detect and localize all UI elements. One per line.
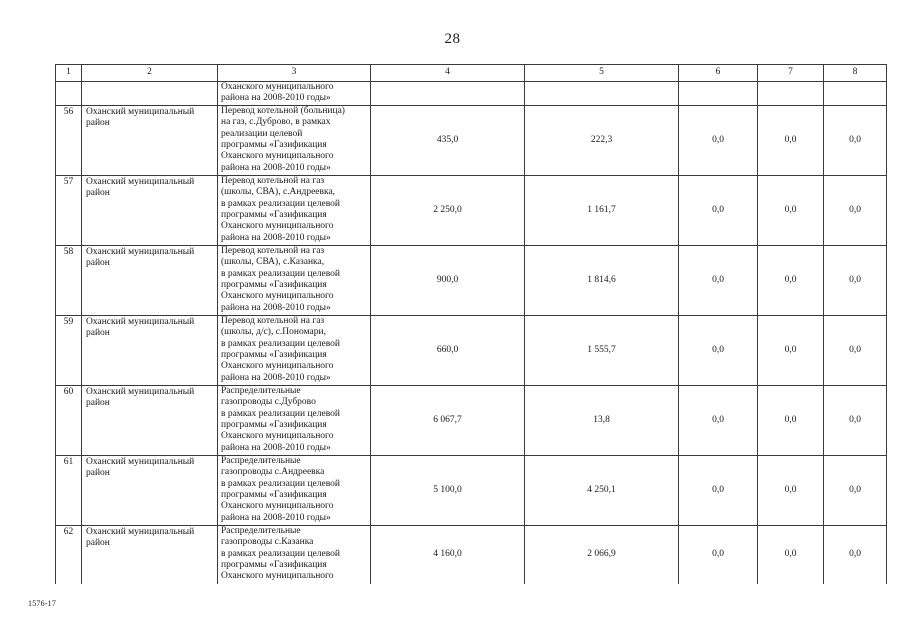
value-col8: 0,0 xyxy=(849,274,861,285)
empty-cell xyxy=(525,82,679,106)
column-header: 2 xyxy=(82,65,218,82)
value-col5: 1 814,6 xyxy=(587,274,616,285)
empty-cell xyxy=(56,82,82,106)
value-col5: 222,3 xyxy=(590,134,613,145)
budget-table xyxy=(55,64,887,584)
row-number: 60 xyxy=(63,386,74,397)
value-col6: 0,0 xyxy=(712,344,724,355)
measure-description: Распределительные газопроводы с.Казанка в рамках реализации целевой программы «Газификация Оханского муниципального xyxy=(221,525,340,582)
measure-description: Перевод котельной на газ (школы, СВА), с.Андреевка, в рамках реализации целевой программы «Газификация Оханского муниципального района на 2008-2010 годы» xyxy=(221,175,340,243)
column-number-row xyxy=(56,65,887,82)
row-number: 62 xyxy=(63,526,74,537)
table-row xyxy=(56,105,887,175)
table-row xyxy=(56,525,887,584)
measure-description: Распределительные газопроводы с.Андреевка в рамках реализации целевой программы «Газификация Оханского муниципального района на 2008-2010 годы» xyxy=(221,455,340,523)
value-col5: 4 250,1 xyxy=(587,484,616,495)
empty-cell xyxy=(758,82,824,106)
value-col5: 13,8 xyxy=(593,414,610,425)
empty-cell xyxy=(824,82,887,106)
value-col6: 0,0 xyxy=(712,549,724,560)
value-col4: 900,0 xyxy=(436,274,459,285)
measure-description: Перевод котельной на газ (школы, д/с), с.Пономари, в рамках реализации целевой программы «Газификация Оханского муниципального района на 2008-2010 годы» xyxy=(221,315,340,383)
value-col4: 5 100,0 xyxy=(433,484,462,495)
description-cell xyxy=(218,82,371,106)
organization-name: Оханский муниципальный район xyxy=(86,456,195,479)
row-number: 58 xyxy=(63,246,74,257)
value-col7: 0,0 xyxy=(784,204,797,215)
value-col7: 0,0 xyxy=(784,344,797,355)
measure-description: Перевод котельной (больница) на газ, с.Дуброво, в рамках реализации целевой программы «Газификация Оханского муниципального района на 2008-2010 годы» xyxy=(221,105,345,173)
value-col6: 0,0 xyxy=(712,204,724,215)
value-col8: 0,0 xyxy=(849,414,861,425)
value-col7: 0,0 xyxy=(784,274,797,285)
value-col7: 0,0 xyxy=(784,414,797,425)
table-row xyxy=(56,175,887,245)
column-header: 1 xyxy=(56,65,82,82)
value-col6: 0,0 xyxy=(712,274,724,285)
continuation-row xyxy=(56,82,887,106)
value-col6: 0,0 xyxy=(712,484,724,495)
empty-cell xyxy=(82,82,218,106)
column-header: 8 xyxy=(824,65,887,82)
organization-name: Оханский муниципальный район xyxy=(86,106,195,129)
row-number: 59 xyxy=(63,316,74,327)
empty-cell xyxy=(679,82,758,106)
value-col4: 6 067,7 xyxy=(433,414,462,425)
value-col8: 0,0 xyxy=(849,204,861,215)
measure-description: Распределительные газопроводы с.Дуброво в рамках реализации целевой программы «Газификация Оханского муниципального района на 2008-2010 годы» xyxy=(221,385,340,453)
empty-cell xyxy=(371,82,525,106)
row-number: 57 xyxy=(63,176,74,187)
organization-name: Оханский муниципальный район xyxy=(86,526,195,549)
value-col5: 1 161,7 xyxy=(587,204,616,215)
document-code: 1576-17 xyxy=(28,599,57,608)
value-col7: 0,0 xyxy=(784,549,797,560)
continuation-description: Оханского муниципального района на 2008-2010 годы» xyxy=(221,82,334,104)
value-col4: 660,0 xyxy=(436,344,459,355)
value-col5: 2 066,9 xyxy=(587,549,616,560)
value-col4: 4 160,0 xyxy=(433,549,462,560)
page-number: 28 xyxy=(444,31,461,47)
value-col7: 0,0 xyxy=(784,484,797,495)
table-row xyxy=(56,315,887,385)
value-col8: 0,0 xyxy=(849,134,861,145)
row-number: 61 xyxy=(63,456,74,467)
column-header: 6 xyxy=(679,65,758,82)
value-col8: 0,0 xyxy=(849,549,861,560)
value-col4: 435,0 xyxy=(436,134,459,145)
measure-description: Перевод котельной на газ (школы, СВА), с.Казанка, в рамках реализации целевой программы «Газификация Оханского муниципального района на 2008-2010 годы» xyxy=(221,245,340,313)
value-col7: 0,0 xyxy=(784,134,797,145)
value-col8: 0,0 xyxy=(849,344,861,355)
column-header: 3 xyxy=(218,65,371,82)
value-col6: 0,0 xyxy=(712,414,724,425)
column-header: 4 xyxy=(371,65,525,82)
column-header: 7 xyxy=(758,65,824,82)
value-col4: 2 250,0 xyxy=(433,204,462,215)
table-row xyxy=(56,245,887,315)
column-header: 5 xyxy=(525,65,679,82)
value-col6: 0,0 xyxy=(712,134,724,145)
row-number: 56 xyxy=(63,106,74,117)
value-col8: 0,0 xyxy=(849,484,861,495)
organization-name: Оханский муниципальный район xyxy=(86,246,195,269)
organization-name: Оханский муниципальный район xyxy=(86,386,195,409)
organization-name: Оханский муниципальный район xyxy=(86,316,195,339)
table-row xyxy=(56,385,887,455)
table-row xyxy=(56,455,887,525)
organization-name: Оханский муниципальный район xyxy=(86,176,195,199)
value-col5: 1 555,7 xyxy=(587,344,616,355)
